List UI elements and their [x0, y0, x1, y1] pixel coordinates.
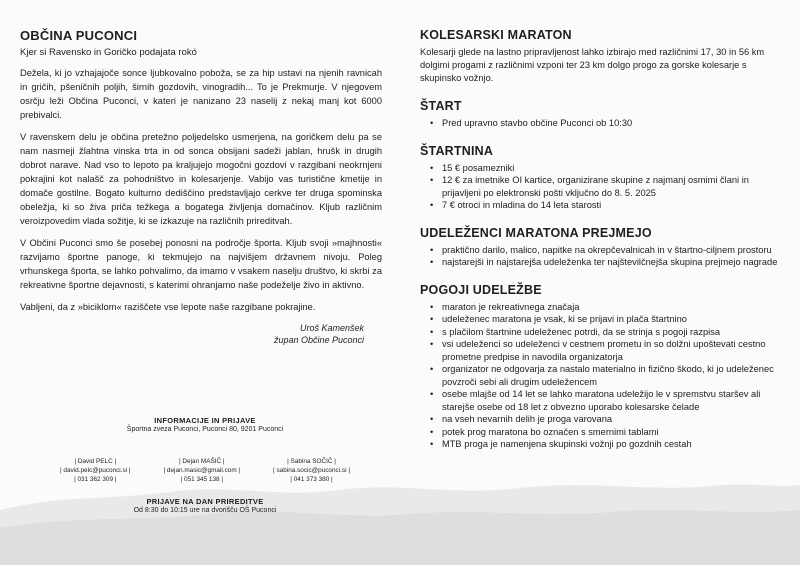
contact-3 — [273, 457, 350, 484]
contacts-row — [60, 457, 350, 484]
hills-background — [0, 470, 800, 565]
left-column — [20, 28, 382, 346]
contact-name: | David PELC | — [74, 458, 117, 465]
info-address: Športna zveza Puconci, Puconci 80, 9201 Puconci — [126, 426, 284, 433]
contact-email[interactable]: | david.pelc@puconci.si | — [60, 467, 131, 474]
list-item: • 12 € za imetnike OI kartice, organizirane skupine z najmanj osmimi člani in prijavljeni po elektronski pošti vključno do 8. 5. 2025 — [420, 174, 782, 199]
intro-paragraph-4: Vabljeni, da z »biciklom« raziščete vse lepote naše razgibane pokrajine. — [20, 302, 316, 312]
contact-phone: | 031 362 309 | — [74, 476, 117, 483]
intro-paragraph-2: V ravenskem delu je občina pretežno poljedelsko usmerjena, na goričkem delu pa se nam nasmeji žlahtna vinska trta in od sonca obsijani sadeži jablan, hrušk in drugih dobrot narave. Nad vso to lepoto pa kraljujejo mogočni gozdovi v razgibani neokrnjeni pokrajini kot nalašč za pohodništvo in kolesarjenje. Vabijo vas turistične kmetije in domače gostilne. Bogato kulturno dediščino predstavljajo cerkve ter druga spominska obeležja, ki so živa priča težkega a bogatega življenja domačinov. Kljub različnim veroizpovedim vlada sožitje, ki se izkazuje na različnih prireditvah. — [20, 132, 382, 226]
marathon-title: KOLESARSKI MARATON — [420, 28, 572, 42]
receive-list — [420, 244, 782, 269]
info-block — [70, 416, 340, 434]
list-item: • s plačilom štartnine udeleženec potrdi, da se strinja s pogoji razpisa — [420, 326, 782, 339]
conditions-list — [420, 301, 782, 451]
race-day-heading: PRIJAVE NA DAN PRIREDITVE — [146, 497, 264, 506]
info-heading: INFORMACIJE IN PRIJAVE — [154, 416, 256, 425]
list-item: • udeleženec maratona je vsak, ki se prijavi in plača štartnino — [420, 313, 782, 326]
list-item: • praktično darilo, malico, napitke na okrepčevalnicah in v štartno-ciljnem prostoru — [420, 244, 782, 257]
signature-name: Uroš Kamenšek — [299, 323, 364, 333]
list-item: • 15 € posamezniki — [420, 162, 782, 175]
intro-paragraph-3: V Občini Puconci smo še posebej ponosni na področje športa. Kljub svoji »majhnosti« razvijamo športne panoge, ki tekmujejo na najvišjem državnem nivoju. Poleg vrhunskega športa, se lahko pohvalimo, da imamo v vsakem naselju društvo, ki skrbi za rekreativne športne dejavnosti, s katerimi ohranjamo naše podeželje živo in aktivno. — [20, 238, 382, 290]
signature-role: župan Občine Puconci — [273, 335, 364, 345]
list-item: • najstarejši in najstarejša udeleženka ter najštevilčnejša skupina prejmejo nagrade — [420, 256, 782, 269]
race-day-text: Od 8:30 do 10:15 ure na dvorišču OŠ Puconci — [133, 507, 277, 514]
contact-1 — [60, 457, 131, 484]
list-item: • MTB proga je namenjena skupinski vožnji po gozdnih cestah — [420, 438, 782, 451]
list-item: • Pred upravno stavbo občine Puconci ob 10:30 — [420, 117, 782, 130]
signature — [20, 322, 364, 346]
conditions-title: POGOJI UDELEŽBE — [420, 282, 542, 297]
list-item: • na vseh nevarnih delih je proga varovana — [420, 413, 782, 426]
start-list — [420, 117, 782, 130]
intro-paragraph-1: Dežela, ki jo vzhajajoče sonce ljubkovalno poboža, se za hip ustavi na njenih ravnicah in gričih, pšeničnih poljih, širnih gozdovih, vinogradih... To je Prekmurje. V njegovem osrčju leži Občina Puconci, v kateri je nanizano 23 naselij z nekaj manj kot 6000 prebivalci. — [20, 68, 382, 120]
list-item: • maraton je rekreativnega značaja — [420, 301, 782, 314]
contact-2 — [164, 457, 241, 484]
fee-title: ŠTARTNINA — [420, 143, 494, 158]
list-item: • osebe mlajše od 14 let se lahko maratona udeležijo le v spremstvu staršev ali starejše osebe od 18 let z obvezno uporabo kolesarske čelade — [420, 388, 782, 413]
list-item: • vsi udeleženci so udeleženci v cestnem prometu in so dolžni upoštevati cestno prometne predpise in navodila organizatorja — [420, 338, 782, 363]
contact-email[interactable]: | sabina.socic@puconci.si | — [273, 467, 350, 474]
list-item: • 7 € otroci in mladina do 14 leta starosti — [420, 199, 782, 212]
municipality-subtitle: Kjer si Ravensko in Goričko podajata rokó — [20, 47, 197, 58]
right-column — [420, 28, 782, 465]
marathon-text: Kolesarji glede na lastno pripravljenost lahko izbirajo med različnimi 17, 30 in 56 km dolgimi progami z različnimi vzponi ter 23 km dolgo progo za gorske kolesarje s skupinsko vožnjo. — [420, 47, 765, 83]
municipality-title: OBČINA PUCONCI — [20, 28, 138, 43]
contact-email[interactable]: | dejan.masic@gmail.com | — [163, 467, 241, 474]
race-day-registration — [80, 497, 330, 515]
fee-list — [420, 162, 782, 212]
contact-phone: | 041 373 380 | — [290, 476, 333, 483]
start-title: ŠTART — [420, 99, 462, 113]
list-item: • organizator ne odgovarja za nastalo materialno in fizično škodo, ki jo udeleženec povzroči sebi ali drugim udeležencem — [420, 363, 782, 388]
contact-name: | Sabina SOČIČ | — [287, 458, 336, 465]
contact-name: | Dejan MAŠIČ | — [179, 458, 225, 465]
contact-phone: | 051 345 138 | — [180, 476, 223, 483]
receive-title: UDELEŽENCI MARATONA PREJMEJO — [420, 225, 652, 240]
list-item: • potek prog maratona bo označen s smernimi tablami — [420, 426, 782, 439]
